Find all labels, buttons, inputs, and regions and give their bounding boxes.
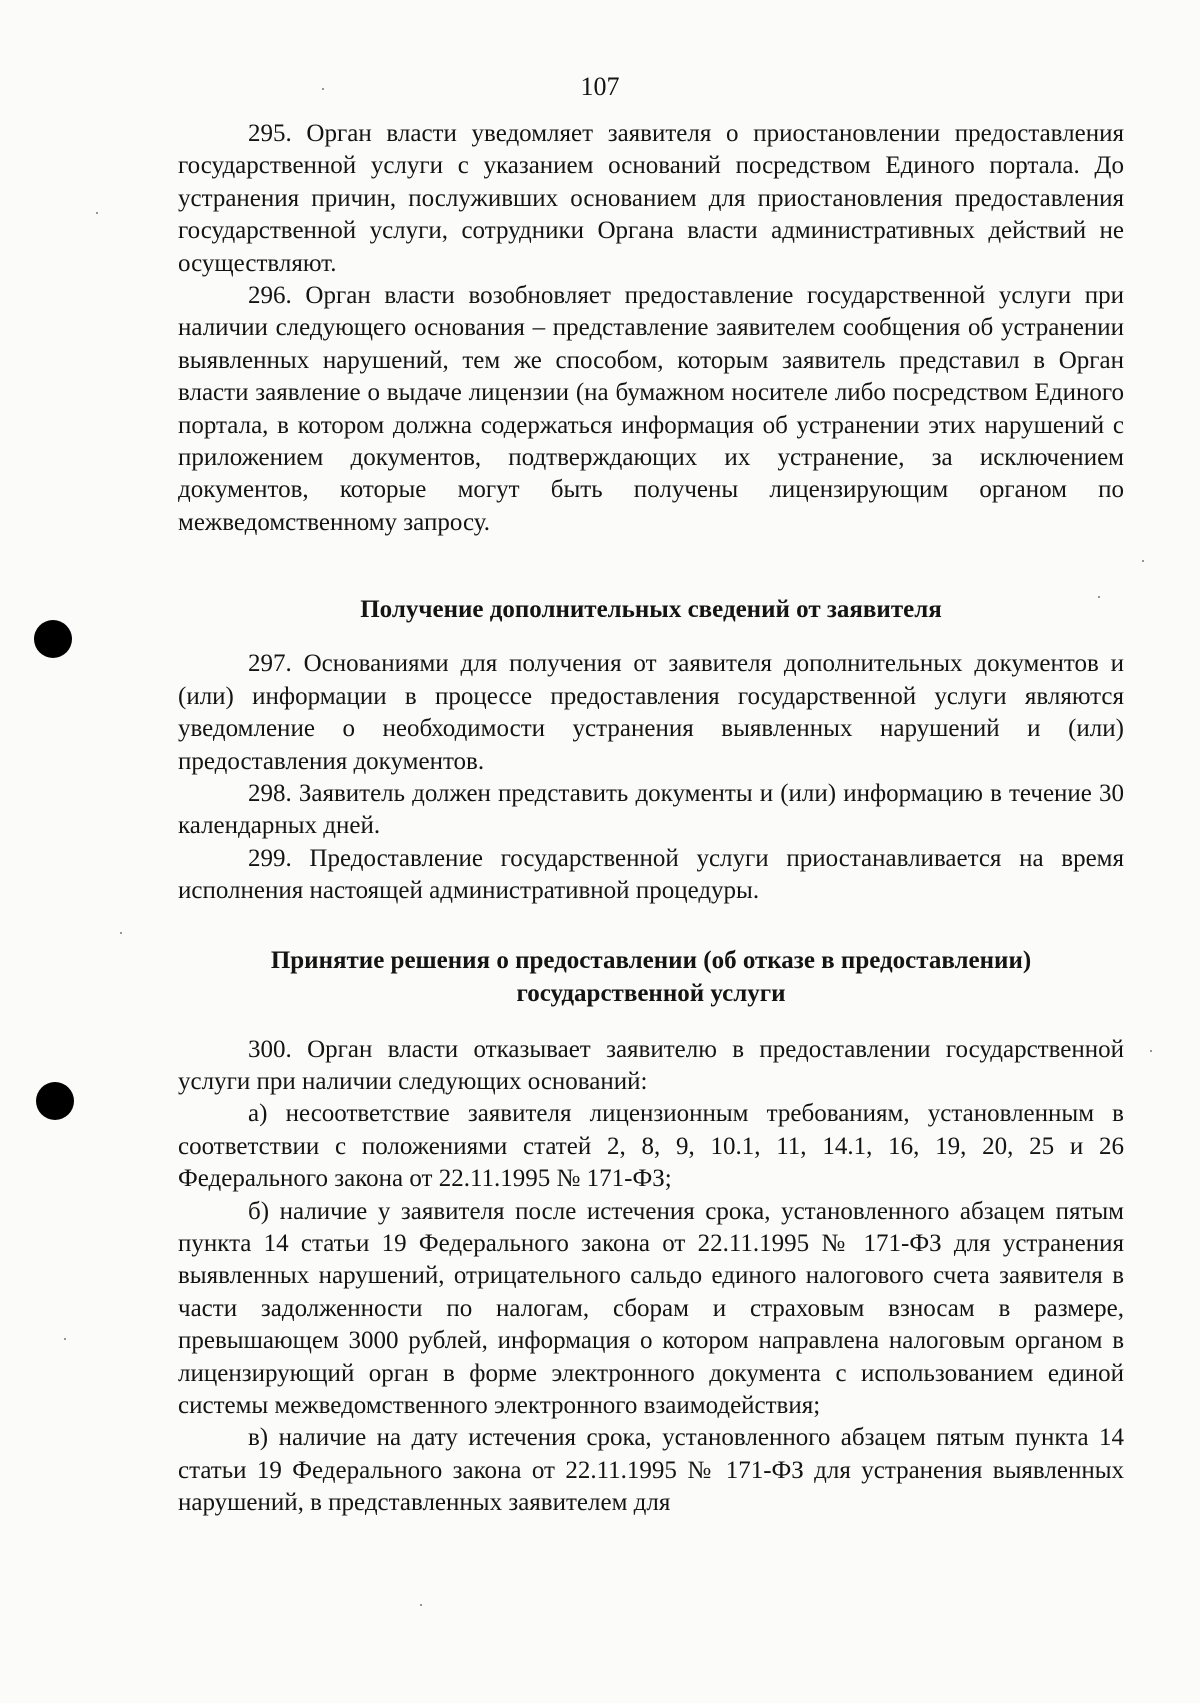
paragraph-298: 298. Заявитель должен представить документы и (или) информацию в течение 30 календарных дней.: [178, 779, 1124, 840]
page-number: 107: [580, 72, 620, 101]
list-item-a: а) несоответствие заявителя лицензионным требованиям, установленным в соответствии с положениями статей 2, 8, 9, 10.1, 11, 14.1, 16, 19, 20, 25 и 26 Федерального закона от 22.11.1995 № 171-ФЗ;: [178, 1100, 1124, 1193]
document-body: [178, 118, 1124, 1520]
list-item-b: б) наличие у заявителя после истечения срока, установленного абзацем пятым пункта 14 статьи 19 Федерального закона от 22.11.1995 № 171-ФЗ для устранения выявленных нарушений, отрицательного сальдо единого налогового счета заявителя в части задолженности по налогам, сборам и страховым взносам в размере, превышающем 3000 рублей, информация о котором направлена налоговым органом в лицензирующий орган в форме электронного документа с использованием единой системы межведомственного электронного взаимодействия;: [178, 1197, 1124, 1419]
section-heading: Получение дополнительных сведений от заявителя: [360, 596, 942, 624]
paragraph-297: 297. Основаниями для получения от заявителя дополнительных документов и (или) информации в процессе предоставления государственной услуги являются уведомление о необходимости устранения выявленных нарушений и (или) предоставления документов.: [178, 650, 1124, 775]
list-item-c: в) наличие на дату истечения срока, установленного абзацем пятым пункта 14 статьи 19 Федерального закона от 22.11.1995 № 171-ФЗ для устранения выявленных нарушений, в представленных заявителем для: [178, 1424, 1124, 1517]
paragraph-300: 300. Орган власти отказывает заявителю в предоставлении государственной услуги при наличии следующих оснований:: [178, 1035, 1124, 1095]
paragraph-299: 299. Предоставление государственной услуги приостанавливается на время исполнения настоящей административной процедуры.: [178, 844, 1124, 905]
punch-hole: [36, 1082, 74, 1120]
paragraph-295: 295. Орган власти уведомляет заявителя о приостановлении предоставления государственной услуги с указанием оснований посредством Единого портала. До устранения причин, послуживших основанием для приостановления предоставления государственной услуги, сотрудники Органа власти административных действий не осуществляют.: [178, 120, 1124, 277]
punch-hole: [34, 620, 72, 658]
section-heading: Принятие решения о предоставлении (об отказе в предоставлении) государственной услуги: [270, 946, 1032, 1007]
paragraph-296: 296. Орган власти возобновляет предоставление государственной услуги при наличии следующего основания – представление заявителем сообщения об устранении выявленных нарушений, тем же способом, которым заявитель представил в Орган власти заявление о выдаче лицензии (на бумажном носителе либо посредством Единого портала, в котором должна содержаться информация об устранении этих нарушений с приложением документов, подтверждающих их устранение, за исключением документов, которые могут быть получены лицензирующим органом по межведомственному запросу.: [178, 282, 1124, 536]
